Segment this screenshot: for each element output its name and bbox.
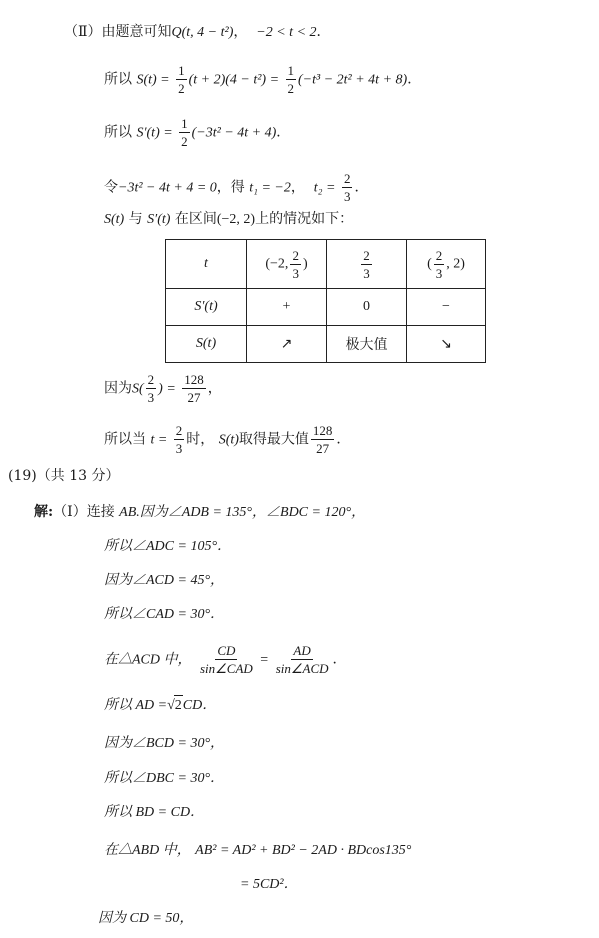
intro-spt: S′(t) [147,212,171,227]
solution-start-line [34,502,365,523]
period-2: ． [407,71,422,88]
part1-label: （Ⅰ）连接 [53,504,115,520]
s-expr-b: (t + 2)(4 − t²) = [188,72,280,88]
cd-num: CD [217,643,236,658]
half-den-3: 2 [181,134,188,149]
decreasing-arrow-icon: ↘ [407,326,486,363]
so-when-line [104,424,350,455]
h2-den: 3 [363,265,370,281]
intro-tail: 上的情况如下： [255,211,354,227]
increasing-arrow-icon: ↗ [247,326,327,363]
period-6: ． [332,651,347,668]
so-label: 所以 [104,71,132,88]
ad-sqrt-line [104,695,216,716]
s-of-t-line [104,64,421,95]
when-label: 所以当 [104,431,146,448]
max-frac-2 [311,424,335,455]
cosine-law-eq: AB² = AD² + BD² − 2AD · BDcos135° [195,843,412,858]
two-num: 2 [343,171,351,186]
result-5cd2: = 5CD²． [240,877,298,892]
t-num: 2 [175,423,183,438]
t2-label: t₂ = [313,180,336,196]
period-4: ． [354,179,369,196]
arg-den: 3 [147,390,155,405]
h1-close: ) [302,256,308,272]
line-dbc: 所以∠DBC = 30°． [104,771,225,786]
period: ． [316,24,331,40]
period-3: ． [276,124,291,141]
h1-den: 3 [292,265,299,281]
ad-num: AD [293,643,311,658]
h2-num: 2 [363,247,370,263]
max-num-2: 128 [312,423,333,438]
line-adc: 所以∠ADC = 105°． [104,539,232,554]
half-num-2: 1 [287,63,294,78]
sp-expr-b: (−3t² − 4t + 4) [191,125,277,141]
sp-expr-a: S′(t) = [136,125,173,141]
row2-max-label: 极大值 [327,326,407,363]
part2-intro-line [64,22,331,43]
intro-interval: (−2, 2) [216,212,256,227]
h1-num: 2 [292,247,299,263]
header-interval-2 [407,240,486,289]
get-label: ，得 [216,179,245,196]
h2-frac [361,249,372,280]
t1-value: t₁ = −2 [249,180,291,196]
s-expr-c: (−t³ − 2t² + 4t + 8) [298,72,408,88]
arg-num: 2 [147,372,155,387]
two-thirds [342,172,353,203]
t-eq: t = [150,432,168,448]
in-triangle-acd: 在△ACD 中， [104,652,192,668]
h3-num: 2 [435,247,443,263]
sin-cad-den: sin∠CAD [199,661,253,676]
s-prime-line [104,117,290,148]
point-q: Q(t, 4 − t²) [171,25,234,40]
half-num-3: 1 [181,116,188,131]
table-header-row [166,240,486,289]
period-5: ． [336,431,351,448]
h1-frac [290,249,301,280]
table-row-function [166,326,486,363]
intro-and: 与 [128,211,143,227]
law-of-sines-line [104,644,347,675]
let-line [104,172,368,203]
st-label: S(t) [218,432,239,448]
header-t: t [166,240,247,289]
solve-label: 解: [34,504,54,520]
because-label: 因为 [104,380,132,397]
max-num: 128 [184,372,204,387]
part2-intro-label: （Ⅱ）由题意可知 [64,24,172,40]
comma-2: ， [290,179,305,196]
header-interval-1 [247,240,327,289]
half-fraction-3 [179,117,190,148]
line-acd: 因为∠ACD = 45°， [104,573,225,588]
let-label: 令 [104,179,118,196]
table-row-derivative [166,289,486,326]
cd-tail: CD． [182,698,217,713]
line-bcd: 因为∠BCD = 30°， [104,736,225,751]
s-expr-a: S(t) = [136,72,170,88]
h3-close: , 2) [446,256,465,272]
line-bd-cd: 所以 BD = CD． [104,805,205,820]
ad-over-sin [274,644,331,675]
comma: ， [233,24,248,40]
because-line [104,373,222,404]
half-fraction [176,64,187,95]
cosine-law-line [104,840,411,861]
sqrt-radicand: 2 [174,695,183,716]
three-den: 3 [343,189,351,204]
half-num: 1 [178,63,185,78]
h1-open: (−2, [265,256,289,272]
t-frac [174,424,185,455]
time-label: 时， [186,431,215,448]
s-of-close: ) = [158,381,176,397]
row1-label: S′(t) [166,289,247,326]
row2-label: S(t) [166,326,247,363]
t-den: 3 [175,441,183,456]
half-fraction-2 [286,64,297,95]
comma-3: ， [207,380,222,397]
equals-sign: = [256,652,272,668]
segment-ab: AB [119,505,137,520]
in-triangle-abd: 在△ABD 中， [104,843,191,858]
t-range: −2 < t < 2 [256,25,317,40]
max-label: 取得最大值 [238,431,309,448]
half-den: 2 [178,81,185,96]
question-19-header: (19)（共 13 分） [8,468,120,484]
s-of-open: S( [132,381,144,397]
line-cd-50: 因为 CD = 50， [98,911,194,926]
ad-eq-label: 所以 AD = [104,698,168,713]
cd-over-sin [198,644,255,675]
h3-frac [434,249,445,280]
so-label-2: 所以 [104,124,132,141]
arg-frac [146,373,157,404]
h3-open: ( [427,256,432,272]
sin-acd-den: sin∠ACD [275,661,329,676]
intro-st: S(t) [104,212,125,227]
sign-table [165,239,486,363]
max-frac [182,373,206,404]
h3-den: 3 [435,265,443,281]
intro-in: 在区间 [174,211,217,227]
because-adb: .因为∠ADB = 135°，∠BDC = 120°， [136,505,366,520]
row1-cell-3: − [407,289,486,326]
row1-cell-2: 0 [327,289,407,326]
table-intro [104,209,353,230]
line-cad: 所以∠CAD = 30°． [104,607,225,622]
header-critical [327,240,407,289]
let-eq: −3t² − 4t + 4 = 0 [118,180,217,196]
row1-cell-1: + [247,289,327,326]
max-den-2: 27 [316,441,330,456]
half-den-2: 2 [287,81,294,96]
max-den: 27 [187,390,201,405]
sqrt-sign-icon: √ [167,698,175,713]
